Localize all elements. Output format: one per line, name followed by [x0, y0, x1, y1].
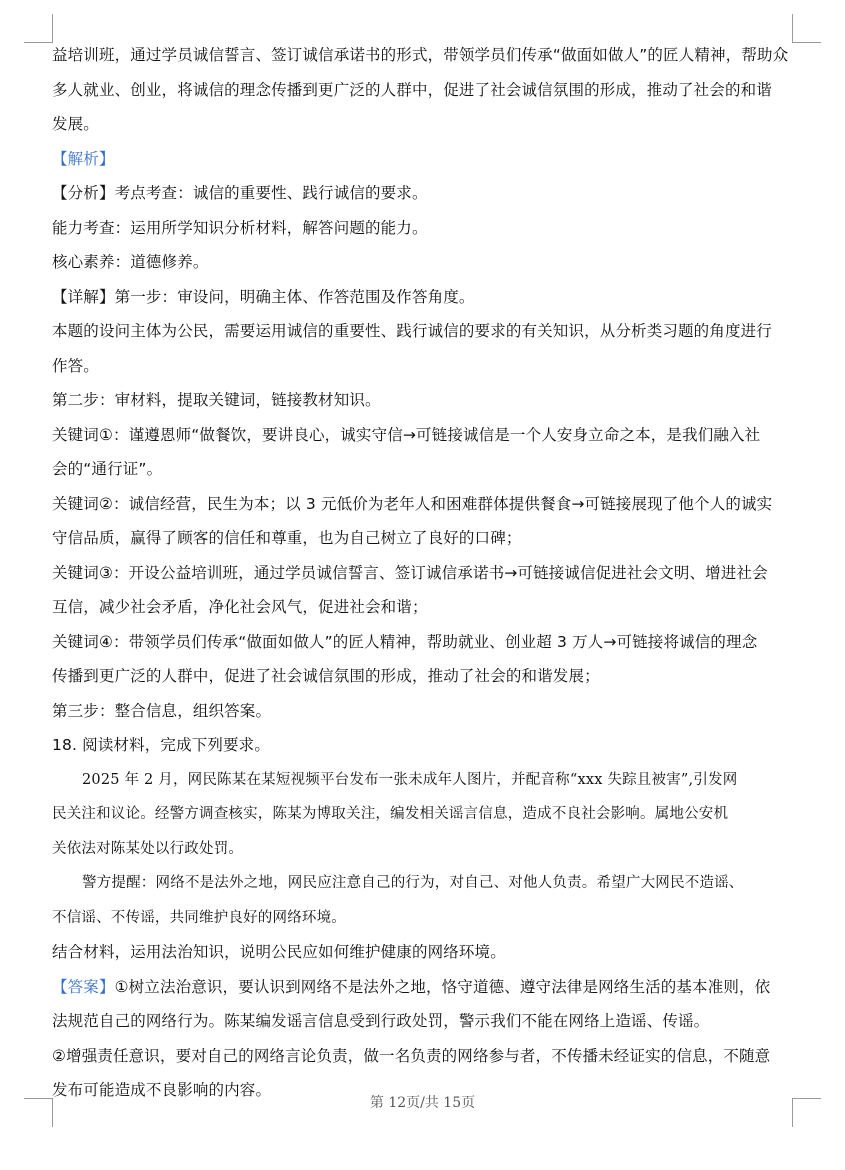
analysis-line: 核心素养：道德修养。: [52, 253, 209, 271]
text-line: 益培训班，通过学员诚信誓言、签订诚信承诺书的形式，带领学员们传承“做面如做人”的匠人精神，帮助众: [52, 46, 789, 64]
crop-mark-top-left: [24, 14, 53, 43]
answer-line: 法规范自己的网络行为。陈某编发谣言信息受到行政处罚，警示我们不能在网络上造谣、传谣。: [52, 1012, 710, 1030]
material-line: 警方提醒：网络不是法外之地，网民应注意自己的行为，对自己、对他人负责。希望广大网民不造谣、: [82, 875, 744, 891]
analysis-line: 第三步：整合信息，组织答案。: [52, 701, 272, 720]
answer-label: 【答案】: [52, 977, 115, 996]
analysis-line: 【分析】考点考查：诚信的重要性、践行诚信的要求。: [52, 184, 428, 202]
answer-line: ②增强责任意识，要对自己的网络言论负责，做一名负责的网络参与者，不传播未经证实的信息，不随意: [52, 1046, 771, 1065]
analysis-line: 作答。: [52, 356, 99, 375]
material-line: 关依法对陈某处以行政处罚。: [52, 840, 244, 857]
page-footer: 第 12页/共 15页: [369, 1095, 476, 1111]
analysis-line: 会的“通行证”。: [52, 460, 163, 478]
analysis-line: 关键词④：带领学员们传承“做面如做人”的匠人精神，帮助就业、创业超 3 万人→可链接将诚信的理念: [52, 632, 758, 651]
analysis-line: 互信，减少社会矛盾，净化社会风气，促进社会和谐；: [52, 598, 428, 616]
text-line: 发展。: [52, 115, 99, 133]
analysis-line: 第二步：审材料，提取关键词，链接教材知识。: [52, 391, 381, 409]
analysis-line: 【详解】第一步：审设问，明确主体、作答范围及作答角度。: [52, 287, 475, 306]
answer-line: [52, 970, 794, 1005]
material-line: 不信谣、不传谣，共同维护良好的网络环境。: [52, 909, 346, 926]
page-content: [52, 38, 794, 1108]
analysis-line: 传播到更广泛的人群中，促进了社会诚信氛围的形成，推动了社会的和谐发展；: [52, 667, 600, 685]
analysis-line: 守信品质，赢得了顾客的信任和尊重，也为自己树立了良好的口碑；: [52, 529, 522, 547]
material-line: 民关注和议论。经警方调查核实，陈某为博取关注，编发相关谣言信息，造成不良社会影响。属地公安机: [52, 806, 729, 822]
answer-line: 发布可能造成不良影响的内容。: [52, 1081, 272, 1099]
analysis-line: 关键词②：诚信经营，民生为本；以 3 元低价为老年人和困难群体提供餐食→可链接展现了他个人的诚实: [52, 494, 773, 513]
crop-mark-top-right: [792, 14, 821, 43]
analysis-line: 能力考查：运用所学知识分析材料，解答问题的能力。: [52, 218, 428, 237]
analysis-heading: 【解析】: [52, 149, 115, 168]
question-prompt: 结合材料，运用法治知识，说明公民应如何维护健康的网络环境。: [52, 943, 506, 961]
analysis-line: 关键词③：开设公益培训班，通过学员诚信誓言、签订诚信承诺书→可链接诚信促进社会文明、增进社会: [52, 563, 768, 582]
analysis-line: 关键词①：谨遵恩师“做餐饮，要讲良心，诚实守信→可链接诚信是一个人安身立命之本，是我们融入社: [52, 425, 761, 444]
analysis-line: 本题的设问主体为公民，需要运用诚信的重要性、践行诚信的要求的有关知识，从分析类习题的角度进行: [52, 322, 772, 340]
question-title: 18. 阅读材料，完成下列要求。: [52, 736, 270, 754]
text-line: 多人就业、创业，将诚信的理念传播到更广泛的人群中，促进了社会诚信氛围的形成，推动了社会的和谐: [52, 80, 772, 99]
answer-text: ①树立法治意识，要认识到网络不是法外之地，恪守道德、遵守法律是网络生活的基本准则，依: [114, 977, 771, 996]
material-line: 2025 年 2 月，网民陈某在某短视频平台发布一张未成年人图片，并配音称“xxx 失踪且被害”,引发网: [82, 771, 738, 788]
